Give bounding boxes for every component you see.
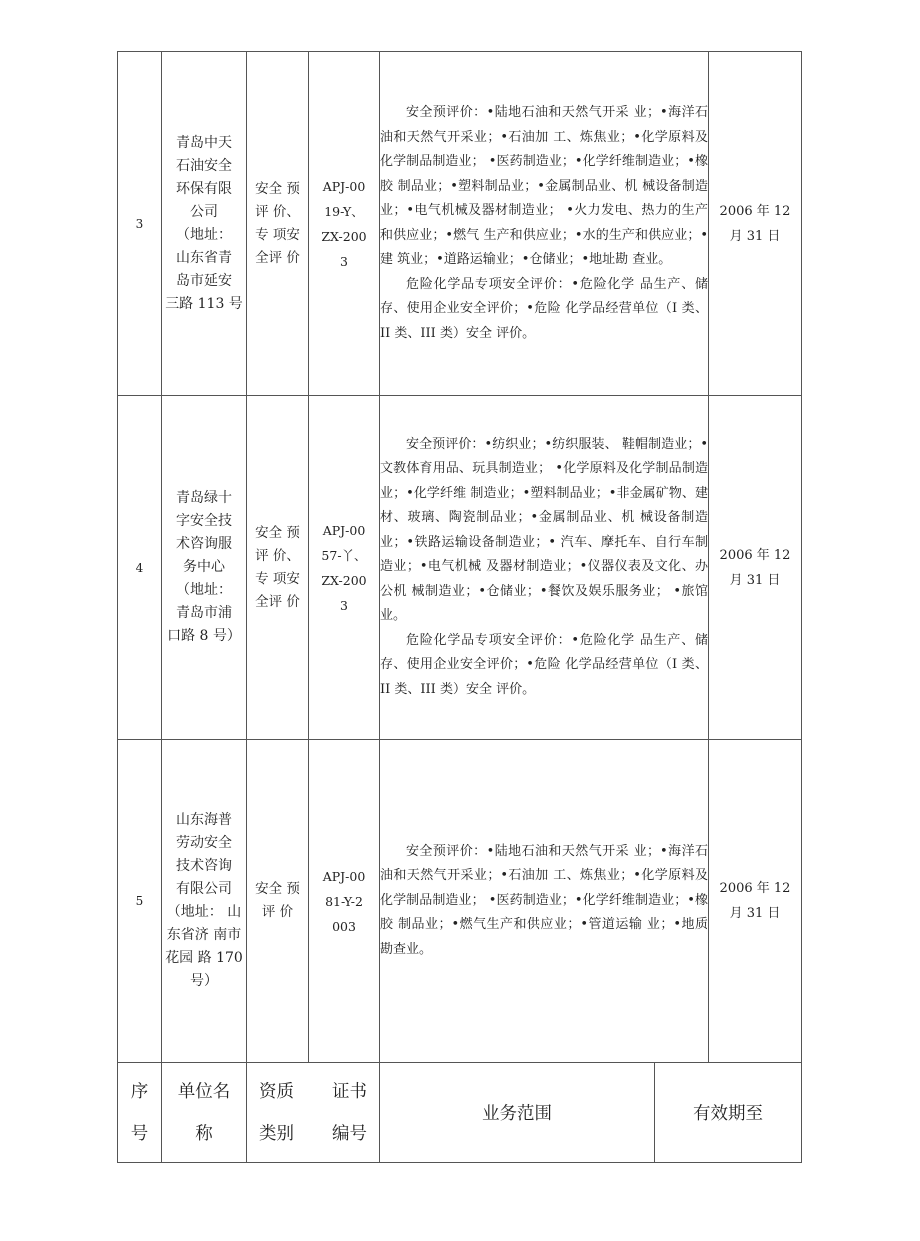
type-line: 评 价、 [255, 203, 300, 220]
unit-name-line: 青岛绿十 [176, 490, 232, 506]
certificate-number [309, 52, 380, 396]
unit-name-line: 公司 [190, 203, 218, 220]
column-header-row [117, 1062, 802, 1163]
unit-name-line: 号） [190, 973, 218, 989]
unit-name-line: 石油安全 [176, 157, 232, 174]
unit-name [162, 52, 247, 396]
unit-name-line: 青岛市浦 [176, 605, 232, 621]
type-line: 安全 预 [255, 180, 300, 197]
date-line: 月 31 日 [729, 906, 781, 921]
cert-line: ZX-200 [321, 228, 367, 244]
unit-name-line: 青岛中天 [176, 134, 232, 151]
cert-line: 003 [332, 918, 356, 934]
qualification-type [247, 52, 309, 396]
header-unit-line: 称 [195, 1123, 213, 1144]
qualification-type [247, 396, 309, 740]
cert-line: ZX-200 [321, 572, 367, 588]
header-seq [118, 1063, 162, 1163]
unit-name-line: （地址： [176, 226, 232, 243]
cert-line: 57-丫、 [321, 547, 367, 563]
unit-name-line: 劳动安全 [176, 835, 232, 851]
unit-name-line: 有限公司 [176, 881, 232, 897]
qualification-table [117, 51, 802, 1063]
table-row [118, 396, 802, 740]
type-line: 评 价、 [255, 547, 300, 564]
header-cert-line: 证书 [332, 1081, 367, 1102]
row-number: 4 [118, 396, 162, 740]
date-line: 月 31 日 [729, 572, 781, 588]
type-line: 专 项安 [255, 570, 300, 587]
unit-name-line: 山东海普 [176, 812, 232, 828]
header-qual-cert [247, 1063, 380, 1163]
header-unit-name [162, 1063, 247, 1163]
business-scope [380, 740, 709, 1063]
unit-name-line: 三路 113 号 [165, 295, 243, 312]
valid-until [709, 52, 802, 396]
scope-paragraph: 危险化学品专项安全评价：•危险化学 品生产、储存、使用企业安全评价；•危险 化学品经营单位（I 类、II 类、III 类）安全 评价。 [380, 632, 708, 697]
certificate-number [309, 740, 380, 1063]
unit-name-line: 技术咨询 [176, 858, 232, 874]
row-number: 3 [118, 52, 162, 396]
cert-line: APJ-00 [322, 522, 366, 538]
unit-name-line: 岛市延安 [176, 272, 232, 289]
date-line: 月 31 日 [729, 228, 781, 244]
unit-name-line: （地址： 山 [166, 904, 242, 920]
type-line: 评 价 [261, 904, 294, 920]
table-row [118, 52, 802, 396]
unit-name-line: （地址： [176, 582, 232, 598]
header-unit-line: 单位名 [177, 1081, 231, 1102]
unit-name-line: 字安全技 [176, 513, 232, 529]
header-row [118, 1063, 802, 1163]
header-valid-until: 有效期至 [655, 1063, 802, 1163]
cert-line: APJ-00 [322, 868, 366, 884]
scope-paragraph: 安全预评价：•纺织业；•纺织服装、 鞋帽制造业；•文教体育用品、玩具制造业； •化学原料及化学制品制造业；•化学纤维 制造业；•塑料制品业；•非金属矿物、建 材、玻璃、陶瓷制品业；•金属制品业、机 械设备制造业；•铁路运输设备制造业；• 汽车、摩托车、自行车制造业；•电气机械 及器材制造业；•仪器仪表及文化、办公机 械制造业；•仓储业；•餐饮及娱乐服务业； •旅馆业。 [380, 436, 708, 624]
header-qual-line: 资质 [259, 1081, 294, 1102]
type-line: 专 项安 [255, 226, 300, 243]
cert-line: 3 [340, 253, 348, 269]
unit-name-line: 口路 8 号） [167, 628, 241, 644]
scope-paragraph: 安全预评价：•陆地石油和天然气开采 业；•海洋石油和天然气开采业；•石油加 工、炼焦业；•化学原料及化学制品制造业； •医药制造业；•化学纤维制造业；•橡胶 制品业；•塑料制品业；•金属制品业、机 械设备制造业；•电气机械及器材制造业； •火力发电、热力的生产和供应业；•燃气 生产和供应业；•水的生产和供应业；•建 筑业；•道路运输业；•仓储业；•地址勘 查业。 [380, 105, 708, 267]
valid-until [709, 396, 802, 740]
unit-name-line: 花园 路 170 [165, 950, 243, 966]
header-seq-line: 序 [130, 1081, 149, 1102]
date-line: 2006 年 12 [719, 547, 791, 563]
scope-paragraph: 安全预评价：•陆地石油和天然气开采 业；•海洋石油和天然气开采业；•石油加 工、炼焦业；•化学原料及化学制品制造业； •医药制造业；•化学纤维制造业；•橡胶 制品业；•燃气生产和供应业；•管道运输 业；•地质勘查业。 [380, 843, 708, 957]
header-seq-line: 号 [130, 1123, 149, 1144]
header-business-scope: 业务范围 [380, 1063, 655, 1163]
valid-until [709, 740, 802, 1063]
unit-name-line: 环保有限 [176, 180, 232, 197]
type-line: 全评 价 [255, 249, 300, 266]
table-row [118, 740, 802, 1063]
unit-name-line: 务中心 [183, 559, 225, 575]
unit-name-line: 山东省青 [176, 249, 232, 266]
unit-name-line: 东省济 南市 [166, 927, 242, 943]
business-scope [380, 396, 709, 740]
unit-name [162, 740, 247, 1063]
date-line: 2006 年 12 [719, 881, 791, 896]
type-line: 安全 预 [255, 881, 300, 897]
header-qualification-type [259, 1071, 294, 1155]
cert-line: 19-Y、 [324, 203, 364, 219]
unit-name-line: 术咨询服 [176, 536, 232, 552]
header-certificate-number [332, 1071, 367, 1155]
scope-paragraph: 危险化学品专项安全评价：•危险化学 品生产、储存、使用企业安全评价；•危险 化学品经营单位（I 类、II 类、III 类）安全 评价。 [380, 276, 708, 341]
cert-line: 3 [340, 597, 348, 613]
type-line: 安全 预 [255, 524, 300, 541]
unit-name [162, 396, 247, 740]
header-cert-line: 编号 [332, 1123, 367, 1144]
header-qual-line: 类别 [259, 1123, 294, 1144]
type-line: 全评 价 [255, 593, 300, 610]
qualification-type [247, 740, 309, 1063]
cert-line: APJ-00 [322, 178, 366, 194]
date-line: 2006 年 12 [719, 203, 791, 219]
cert-line: 81-Y-2 [325, 893, 363, 909]
row-number: 5 [118, 740, 162, 1063]
certificate-number [309, 396, 380, 740]
business-scope [380, 52, 709, 396]
